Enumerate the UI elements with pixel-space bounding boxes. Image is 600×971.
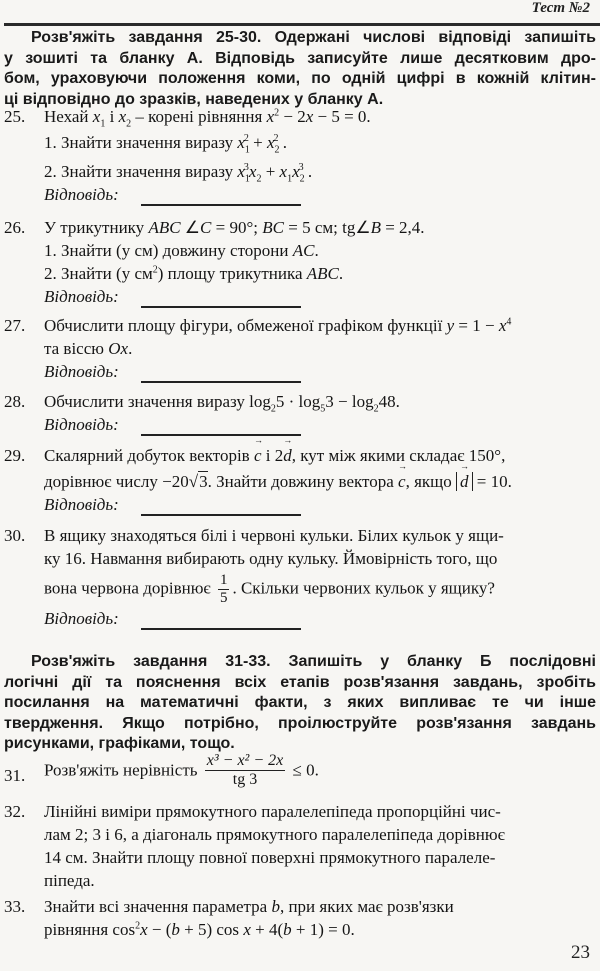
answer-label: Відповідь:	[44, 362, 119, 381]
task-26-sub2: 2. Знайти (у $см^2$) площу трикутника ABC.	[44, 264, 344, 283]
instruction-line: твердження. Якщо потрібно, проілюструйте розв'язання завдань	[4, 714, 596, 732]
task-32-line3: 14 см. Знайти площу повної поверхні прямокутного паралеле-	[44, 848, 496, 867]
instruction-line: Розв'яжіть завдання 25-30. Одержані числові відповіді запишіть	[31, 29, 596, 46]
instruction-line: Розв'яжіть завдання 31-33. Запишіть у бланку Б послідовні	[31, 653, 596, 670]
task-number: 28.	[4, 392, 26, 411]
task-number: 26.	[4, 218, 26, 237]
task-number: 31.	[4, 766, 26, 785]
header-divider	[4, 23, 600, 26]
task-number: 30.	[4, 526, 26, 545]
answer-field-27[interactable]	[141, 381, 301, 383]
task-28-line1: Обчислити значення виразу $\log_25 \cdot \log_53 - \log_248$.	[44, 392, 400, 415]
task-27-line2: та віссю Ox.	[44, 339, 133, 358]
task-32-line4: піпеда.	[44, 871, 95, 890]
task-25-sub2: 2. Знайти значення виразу $x_1^3x_2 + x_1x_2^3$ .	[44, 162, 313, 185]
answer-label: Відповідь:	[44, 287, 119, 306]
task-33-line1: Знайти всі значення параметра b, при яких має розв'язки	[44, 897, 454, 916]
answer-label: Відповідь:	[44, 415, 119, 434]
section-b-instructions	[4, 652, 596, 755]
task-32-line2: лам 2; 3 і 6, а діагональ прямокутного паралелепіпеда дорівнює	[44, 825, 505, 844]
instruction-line: рисунками, графіками, тощо.	[4, 735, 235, 752]
task-30-line2: ку 16. Навмання вибирають одну кульку. Ймовірність того, що	[44, 549, 498, 568]
section-a-instructions	[4, 28, 596, 110]
instruction-line: ці відповідно до зразків, наведених у бланку А.	[4, 90, 384, 108]
answer-label: Відповідь:	[44, 185, 119, 204]
task-27-line1: Обчислити площу фігури, обмеженої графіком функції $y = 1 - x^4$	[44, 316, 512, 335]
task-number: 33.	[4, 897, 26, 916]
task-number: 25.	[4, 107, 26, 126]
task-26-sub1: 1. Знайти (у см) довжину сторони AC.	[44, 241, 319, 260]
task-number: 29.	[4, 446, 26, 465]
answer-label: Відповідь:	[44, 609, 119, 628]
test-header-label: Тест №2	[531, 0, 590, 16]
answer-field-28[interactable]	[141, 434, 301, 436]
instruction-line: логічні дії та пояснення всіх етапів розв'язання завдань, зробіть	[4, 673, 596, 691]
answer-label: Відповідь:	[44, 495, 119, 514]
task-30-line1: В ящику знаходяться білі і червоні кульки. Білих кульок у ящи-	[44, 526, 504, 545]
instruction-line: бом, ураховуючи положення коми, по одній цифрі в кожній клітин-	[4, 70, 596, 87]
task-30-line3: вона червона дорівнює $\frac{1}{5}$ . Скільки червоних кульок у ящику?	[44, 572, 495, 606]
task-number: 27.	[4, 316, 26, 335]
instruction-line: посилання на математичні факти, з яких випливає те чи інше	[4, 694, 596, 711]
page-number: 23	[571, 942, 590, 963]
task-29-line2: дорівнює числу −20√3. Знайти довжину вектора → c, якщо → d = 10.	[44, 472, 512, 492]
answer-field-29[interactable]	[141, 514, 301, 516]
task-33-line2: рівняння $\cos^2x - (b + 5)$ cos x + 4(b + 1) = 0.	[44, 920, 355, 939]
answer-field-26[interactable]	[141, 306, 301, 308]
task-number: 32.	[4, 802, 26, 821]
task-31-line: Розв'яжіть нерівність $\frac{\text{x³ − x² − 2x}}{tg 3}$ ≤ 0.	[44, 752, 319, 788]
task-29-line1: Скалярний добуток векторів → c і 2→ d, кут між якими складає 150°,	[44, 446, 505, 466]
task-25-intro: Нехай $x_1$ і $x_2$ – корені рівняння $x^2 - 2x - 5 = 0$.	[44, 107, 371, 130]
task-25-sub1: 1. Знайти значення виразу $x_1^2 + x_2^2$ .	[44, 133, 288, 156]
task-32-line1: Лінійні виміри прямокутного паралелепіпеда пропорційні чис-	[44, 802, 501, 821]
answer-field-30[interactable]	[141, 628, 301, 630]
answer-field-25[interactable]	[141, 204, 301, 206]
task-26-intro: У трикутнику ABC ∠C = 90°; BC = 5 см; tg∠B = 2,4.	[44, 218, 425, 237]
instruction-line: у зошиті та бланку А. Відповідь записуйте лише десятковим дро-	[4, 49, 596, 67]
